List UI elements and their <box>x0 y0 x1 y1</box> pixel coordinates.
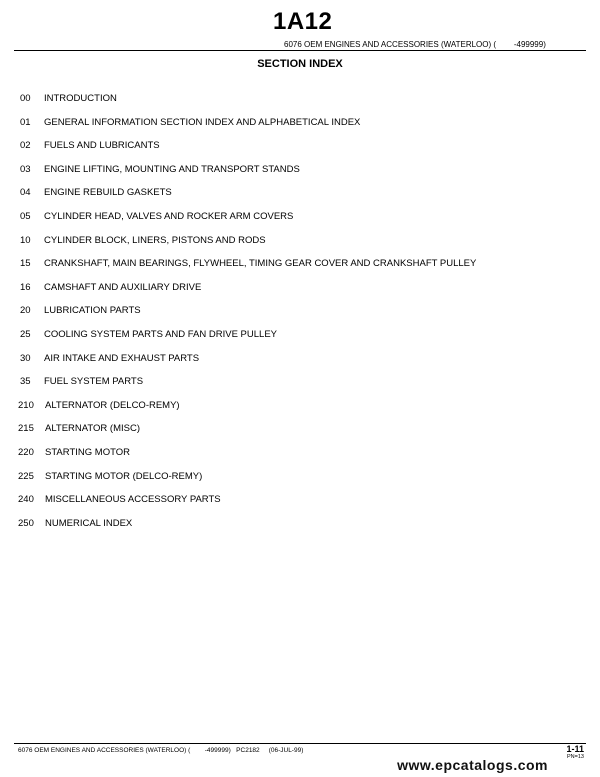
entry-label: COOLING SYSTEM PARTS AND FAN DRIVE PULLEY <box>44 328 277 340</box>
page-number: 1-11 <box>566 744 584 754</box>
entry-number: 215 <box>18 423 34 435</box>
footer-rule <box>14 743 586 744</box>
entry-label: GENERAL INFORMATION SECTION INDEX AND ALPHABETICAL INDEX <box>44 116 361 128</box>
page-subtitle: 6076 OEM ENGINES AND ACCESSORIES (WATERLOO) ( -499999) <box>284 40 546 49</box>
page-sequence: PN=13 <box>567 754 584 760</box>
entry-number: 16 <box>20 281 31 293</box>
entry-number: 210 <box>18 399 34 411</box>
entry-number: 15 <box>20 258 31 270</box>
entry-number: 04 <box>20 187 31 199</box>
entry-number: 25 <box>20 328 31 340</box>
entry-number: 03 <box>20 163 31 175</box>
entry-number: 30 <box>20 352 31 364</box>
page-code: 1A12 <box>273 8 333 35</box>
entry-number: 240 <box>18 494 34 506</box>
watermark: www.epcatalogs.com <box>397 757 548 773</box>
entry-label: INTRODUCTION <box>44 93 117 104</box>
section-title: SECTION INDEX <box>257 58 343 70</box>
entry-number: 05 <box>20 210 31 222</box>
entry-number: 10 <box>20 234 31 246</box>
header-rule <box>14 50 586 51</box>
entry-number: 35 <box>20 376 31 388</box>
entry-number: 01 <box>20 116 31 128</box>
entry-label: CYLINDER HEAD, VALVES AND ROCKER ARM COVERS <box>44 210 294 222</box>
entry-label: ALTERNATOR (MISC) <box>45 423 141 435</box>
entry-number: 02 <box>20 140 31 152</box>
entry-label: FUEL SYSTEM PARTS <box>44 376 144 388</box>
entry-number: 225 <box>18 470 34 482</box>
entry-label: ALTERNATOR (DELCO-REMY) <box>45 399 180 411</box>
entry-label: ENGINE REBUILD GASKETS <box>44 187 172 199</box>
entry-label: MISCELLANEOUS ACCESSORY PARTS <box>45 494 221 506</box>
entry-label: ENGINE LIFTING, MOUNTING AND TRANSPORT STANDS <box>44 163 300 175</box>
entry-label: STARTING MOTOR <box>45 446 130 458</box>
entry-label: NUMERICAL INDEX <box>45 517 133 529</box>
entry-label: STARTING MOTOR (DELCO-REMY) <box>45 470 203 482</box>
entry-label: CRANKSHAFT, MAIN BEARINGS, FLYWHEEL, TIMING GEAR COVER AND CRANKSHAFT PULLEY <box>44 258 477 270</box>
entry-label: LUBRICATION PARTS <box>44 305 141 317</box>
footer-doc-info: 6076 OEM ENGINES AND ACCESSORIES (WATERLOO) ( -499999) PC2182 (06-JUL-99) <box>18 747 304 754</box>
entry-number: 00 <box>20 93 31 104</box>
entry-label: CAMSHAFT AND AUXILIARY DRIVE <box>44 281 202 293</box>
entry-number: 20 <box>20 305 31 317</box>
entry-label: AIR INTAKE AND EXHAUST PARTS <box>44 352 200 364</box>
entry-label: FUELS AND LUBRICANTS <box>44 140 160 152</box>
entry-number: 220 <box>18 446 34 458</box>
entry-label: CYLINDER BLOCK, LINERS, PISTONS AND RODS <box>44 234 266 246</box>
entry-number: 250 <box>18 517 34 529</box>
